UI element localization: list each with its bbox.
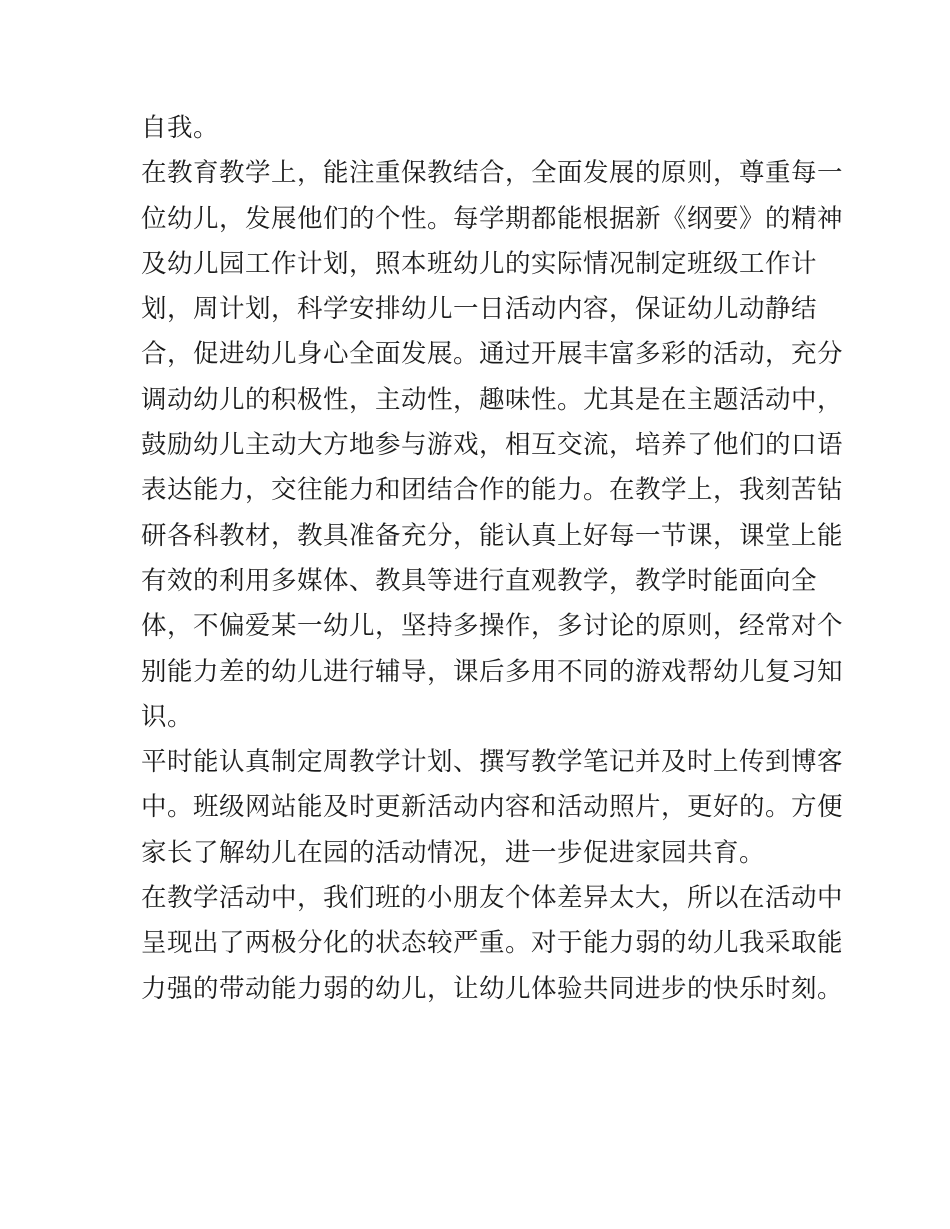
text-line: 别能力差的幼儿进行辅导，课后多用不同的游戏帮幼儿复习知 [141, 656, 844, 687]
document-body [141, 106, 844, 1012]
text-line: 鼓励幼儿主动大方地参与游戏，相互交流，培养了他们的口语 [141, 430, 844, 461]
text-line: 在教学活动中，我们班的小朋友个体差异太大，所以在活动中 [141, 883, 844, 914]
text-line: 识。 [141, 701, 194, 732]
text-line: 平时能认真制定周教学计划、撰写教学笔记并及时上传到博客 [141, 747, 844, 778]
text-line: 呈现出了两极分化的状态较严重。对于能力弱的幼儿我采取能 [141, 928, 844, 959]
text-line: 家长了解幼儿在园的活动情况，进一步促进家园共育。 [141, 837, 766, 868]
text-line: 自我。 [141, 113, 220, 143]
text-line: 及幼儿园工作计划，照本班幼儿的实际情况制定班级工作计 [141, 248, 818, 279]
text-line: 调动幼儿的积极性，主动性，趣味性。尤其是在主题活动中， [141, 384, 844, 415]
text-line: 位幼儿，发展他们的个性。每学期都能根据新《纲要》的精神 [141, 203, 844, 234]
text-line: 表达能力，交往能力和团结合作的能力。在教学上，我刻苦钻 [141, 475, 844, 506]
text-line: 研各科教材，教具准备充分，能认真上好每一节课，课堂上能 [141, 520, 844, 551]
text-line: 划，周计划，科学安排幼儿一日活动内容，保证幼儿动静结 [141, 294, 818, 325]
text-line: 力强的带动能力弱的幼儿，让幼儿体验共同进步的快乐时刻。 [141, 973, 844, 1004]
text-line: 合，促进幼儿身心全面发展。通过开展丰富多彩的活动，充分 [141, 339, 844, 370]
text-line: 体，不偏爱某一幼儿，坚持多操作，多讨论的原则，经常对个 [141, 611, 844, 642]
text-line: 中。班级网站能及时更新活动内容和活动照片，更好的。方便 [141, 792, 844, 823]
text-line: 有效的利用多媒体、教具等进行直观教学，教学时能面向全 [141, 565, 818, 596]
text-line: 在教育教学上，能注重保教结合，全面发展的原则，尊重每一 [141, 158, 844, 189]
